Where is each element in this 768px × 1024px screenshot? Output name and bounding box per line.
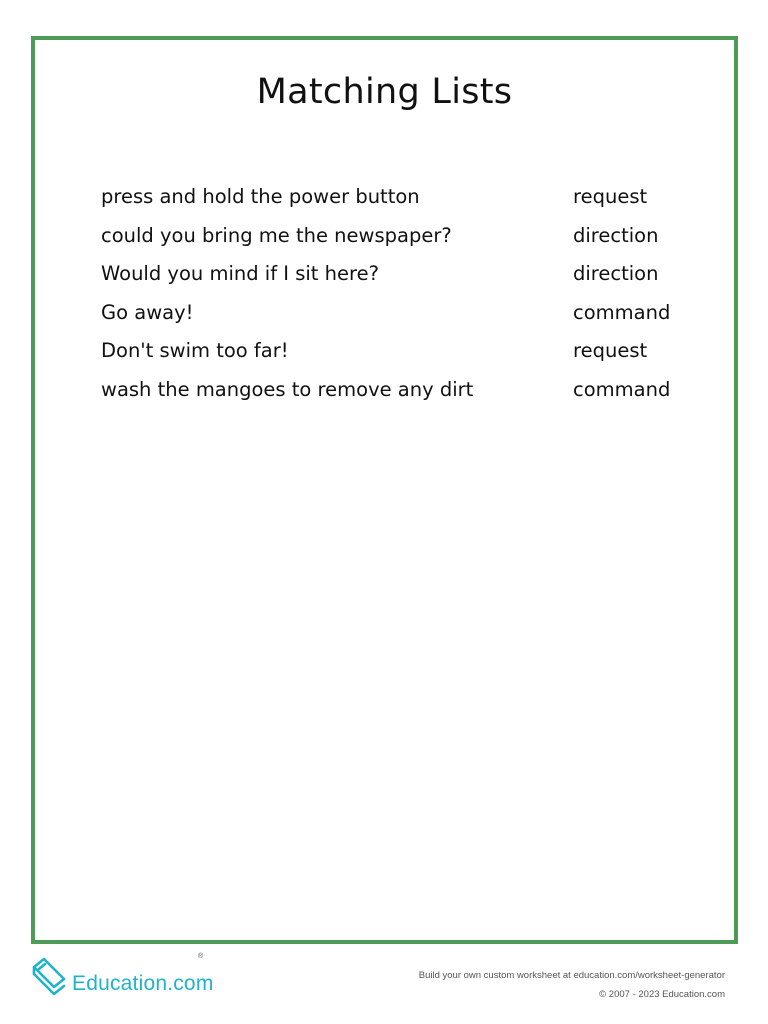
- right-item: request: [573, 339, 648, 363]
- logo-text: Education.com: [72, 972, 214, 995]
- matching-list: [101, 182, 721, 414]
- right-item: request: [573, 185, 648, 208]
- worksheet-title: Matching Lists: [256, 72, 513, 112]
- right-item: command: [573, 300, 671, 324]
- match-row: [101, 221, 721, 260]
- registered-mark: ®: [198, 953, 204, 960]
- left-item: wash the mangoes to remove any dirt: [101, 377, 474, 401]
- right-item: command: [573, 377, 671, 401]
- match-row: [101, 259, 721, 298]
- match-row: [101, 182, 721, 221]
- match-row: [101, 375, 721, 414]
- left-item: Go away!: [101, 300, 194, 324]
- left-item: Would you mind if I sit here?: [101, 262, 379, 286]
- match-row: [101, 336, 721, 375]
- copyright-text: © 2007 - 2023 Education.com: [599, 989, 725, 1000]
- footer-credits: [419, 966, 725, 1004]
- pencil-stack-icon: [30, 957, 68, 997]
- left-item: could you bring me the newspaper?: [101, 223, 452, 247]
- left-item: Don't swim too far!: [101, 339, 289, 363]
- left-item: press and hold the power button: [101, 185, 420, 208]
- right-item: direction: [573, 262, 659, 286]
- worksheet-frame: [31, 36, 738, 944]
- education-logo[interactable]: [30, 955, 214, 999]
- build-worksheet-link[interactable]: Build your own custom worksheet at education.com/worksheet-generator: [418, 970, 725, 981]
- right-item: direction: [573, 223, 659, 247]
- match-row: [101, 298, 721, 337]
